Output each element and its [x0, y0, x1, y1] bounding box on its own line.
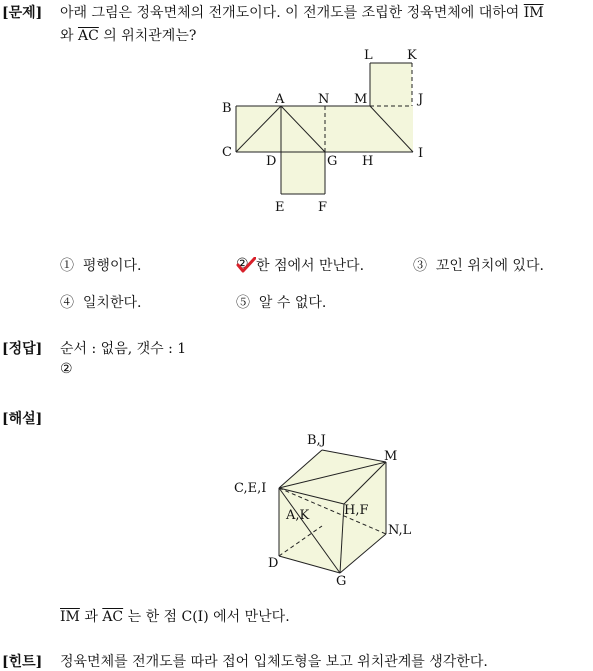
choice-5[interactable]	[236, 292, 326, 312]
net-label-d: D	[266, 154, 277, 169]
problem-tag: [문제]	[2, 5, 43, 21]
net-label-n: N	[318, 92, 330, 107]
face-dgfe	[281, 152, 325, 194]
net-label-k: K	[407, 48, 417, 63]
choice-2-text: 한 점에서 만난다.	[256, 258, 365, 274]
choice-1[interactable]	[60, 255, 141, 275]
net-label-b: B	[222, 101, 232, 116]
hint-text: 정육면체를 전개도를 따라 접어 입체도형을 보고 위치관계를 생각한다.	[60, 654, 488, 670]
check-mark-icon	[236, 257, 256, 273]
cube-figure	[0, 420, 593, 590]
cube-label-cei: C,E,I	[234, 481, 267, 496]
net-label-m: M	[354, 92, 368, 107]
choice-5-text: 알 수 없다.	[258, 295, 327, 311]
net-label-h: H	[362, 154, 374, 169]
net-label-f: F	[318, 200, 328, 215]
conclusion-post: 는 한 점 C(I) 에서 만난다.	[123, 609, 290, 625]
choice-4-text: 일치한다.	[82, 295, 142, 311]
net-label-a: A	[275, 92, 285, 107]
choice-1-num: ①	[60, 258, 74, 274]
net-label-e: E	[275, 200, 285, 215]
explanation-tag: [해설]	[2, 411, 43, 427]
answer-tag: [정답]	[2, 341, 43, 357]
choice-5-num: ⑤	[236, 295, 250, 311]
choice-2[interactable]	[236, 255, 364, 275]
cube-label-g: G	[336, 574, 347, 589]
hint-tag: [힌트]	[2, 654, 43, 670]
choice-3-num: ③	[413, 258, 427, 274]
cube-label-m: M	[384, 449, 398, 464]
cube-net-figure	[0, 0, 593, 230]
choice-3-text: 꼬인 위치에 있다.	[435, 258, 544, 274]
explanation-conclusion	[60, 606, 290, 626]
choice-1-text: 평행이다.	[82, 258, 142, 274]
problem-text-1: 아래 그림은 정육면체의 전개도이다. 이 전개도를 조립한 정육면체에 대하여	[60, 5, 524, 21]
conclusion-segment-im: $\overline{IM}$	[60, 609, 80, 625]
face-lkjm	[370, 63, 412, 106]
net-label-j: J	[418, 92, 424, 107]
answer-line-2: ②	[60, 361, 73, 377]
choice-2-selected	[236, 257, 256, 273]
problem-text-2a: 와	[60, 28, 78, 44]
cube-label-bj: B,J	[307, 433, 326, 448]
cube-label-d: D	[268, 556, 279, 571]
choice-2-num: ②	[236, 256, 249, 272]
choice-3[interactable]	[413, 255, 544, 275]
segment-ac: $\overline{AC}$	[77, 28, 99, 44]
conclusion-segment-ac: $\overline{AC}$	[102, 609, 124, 625]
problem-text-2b: 의 위치관계는?	[98, 28, 197, 44]
cube-label-nl: N,L	[388, 523, 412, 538]
choice-4-num: ④	[60, 295, 74, 311]
segment-im: $\overline{IM}$	[523, 5, 544, 21]
net-label-c: C	[222, 145, 232, 160]
cube-label-ak: A,K	[286, 508, 310, 523]
conclusion-mid: 과	[79, 609, 103, 625]
answer-line-1: 순서 : 없음, 갯수 : 1	[60, 341, 187, 357]
choice-4[interactable]	[60, 292, 141, 312]
net-label-l: L	[364, 48, 373, 63]
net-label-g: G	[327, 154, 338, 169]
cube-label-hf: H,F	[344, 503, 369, 518]
net-label-i: I	[418, 146, 424, 161]
